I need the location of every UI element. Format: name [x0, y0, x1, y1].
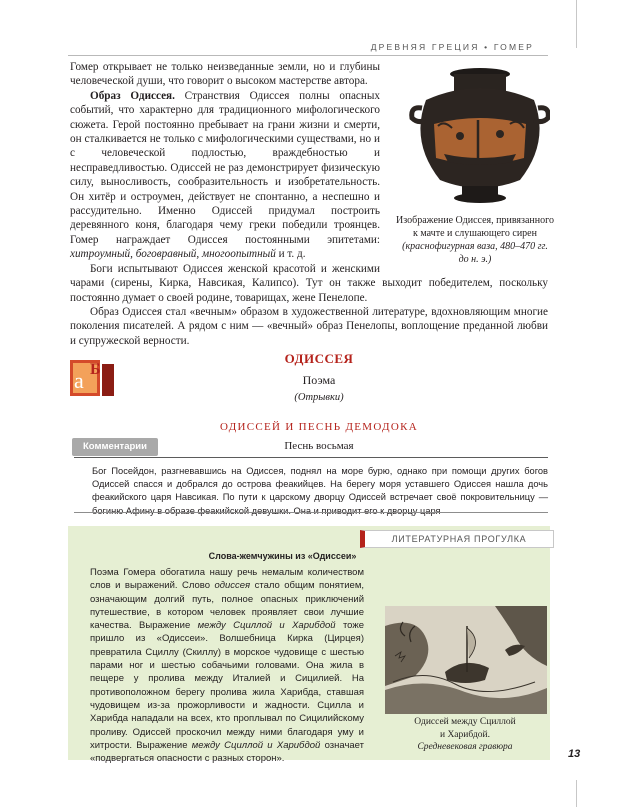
commentary-top-rule [74, 457, 548, 458]
literary-walk-text: Поэма Гомера обогатила нашу речь немалым количеством слов и выражений. Слово одиссея стало общим понятием, означающим долгий путь, полное опасных приключений путешествие, в котором человек проявляет свои лучшие качества. Выражение между Сциллой и Харибдой тоже пришло из «Одиссеи». Волшебница Кирка (Цирцея) превратила Сциллу (Скиллу) в морское чудовище с шестью парами ног и шестью собачьими головами. Она жила в пещере у пролива между Италией и Сицилией. На противоположном берегу пролива жила Харибда, ставшая чудовищем из-за прожорливости и жадности. Сцилла и Харибда нападали на всех, кто проплывал по Сицилийскому проливу. Одиссей проскочил между ними благодаря уму и хитрости. Выражение между Сциллой и Харибдой означает «подвергаться опасности с разных сторон». [90, 567, 365, 765]
running-title: ДРЕВНЯЯ ГРЕЦИЯ • ГОМЕР [370, 42, 534, 52]
commentary-text: Бог Посейдон, разгневавшись на Одиссея, поднял на море бурю, однако при помощи других богов Одиссей спасся и добрался до острова феакийцев. На берегу моря уставшего Одиссея нашла дочь феакийского царя Навсикая. По пути к царскому дворцу Одиссей встречает своё покровительницу — богиню Афину в образе феакийской девушки. Она и приводит его к дворцу царя [92, 466, 548, 516]
page-number: 13 [568, 748, 581, 760]
section-subtitle: Песнь восьмая [284, 440, 354, 452]
medieval-engraving-image [385, 606, 547, 714]
intro-paragraph-4: Образ Одиссея стал «вечным» образом в художественной литературе, вдохновляющим многие поколения писателей. А рядом с ним — «вечный» образ Пенелопы, воплощение преданной любви и супружеской верности. [70, 305, 548, 347]
intro-paragraph-2-heading: Образ Одиссея. [90, 89, 175, 102]
epithets: хитроумный, боговравный, многоопытный [70, 248, 276, 261]
poem-excerpt-label: (Отрывки) [294, 392, 344, 403]
commentary-tab: Комментарии [72, 438, 158, 456]
engraving-caption: Одиссей между Сциллой и Харибдой. Средневековая гравюра [414, 717, 516, 753]
commentary-bottom-rule [74, 512, 548, 513]
vase-caption: Изображение Одиссея, привязанного к мачте и слушающего сирен (краснофигурная ваза, 480–470 гг. до н. э.) [396, 215, 554, 265]
intro-paragraph-3: Боги испытывают Одиссея женской красотой и женскими чарами (сирены, Кирка, Навсикая, Калипсо). Тут он также выходит победителем, поскольку постоянно думает о своей родине, товарищах, жене Пенелопе. [70, 262, 548, 304]
svg-text:Б: Б [90, 361, 101, 378]
literary-walk-heading: Слова-жемчужины из «Одиссеи» [208, 551, 357, 561]
header-rule [68, 55, 548, 56]
red-figure-vase-image [408, 62, 550, 204]
intro-paragraph-1: Гомер открывает не только неизведанные земли, но и глубины человеческой души, что говорит о высоком мастерстве автора. [70, 61, 380, 88]
literary-walk-tab: ЛИТЕРАТУРНАЯ ПРОГУЛКА [360, 530, 554, 548]
poem-title: ОДИССЕЯ [284, 351, 354, 366]
section-title: ОДИССЕЙ И ПЕСНЬ ДЕМОДОКА [220, 421, 418, 433]
intro-paragraph-2: Образ Одиссея. Странствия Одиссея полны опасных событий, что характерно для традиционного мифологического сюжета. Герой постоянно пребывает на грани жизни и смерти, он сталкивается не только с мифологическими существами, но и с человеческой подлостью, враждебностью и несправедливостью. Одиссей не раз демонстрирует физическую силу, выносливость, сообразительность и изобретательность. Он хитёр и остроумен, действует не спонтанно, а неспешно и рассудительно. Именно Одиссей придумал построить деревянного коня, благодаря чему греки победили троянцев. Гомер награждает Одиссея постоянными эпитетами: хитроумный, боговравный, многоопытный и т. д. [70, 89, 380, 261]
svg-text:а: а [74, 368, 84, 393]
poem-genre: Поэма [302, 373, 336, 387]
